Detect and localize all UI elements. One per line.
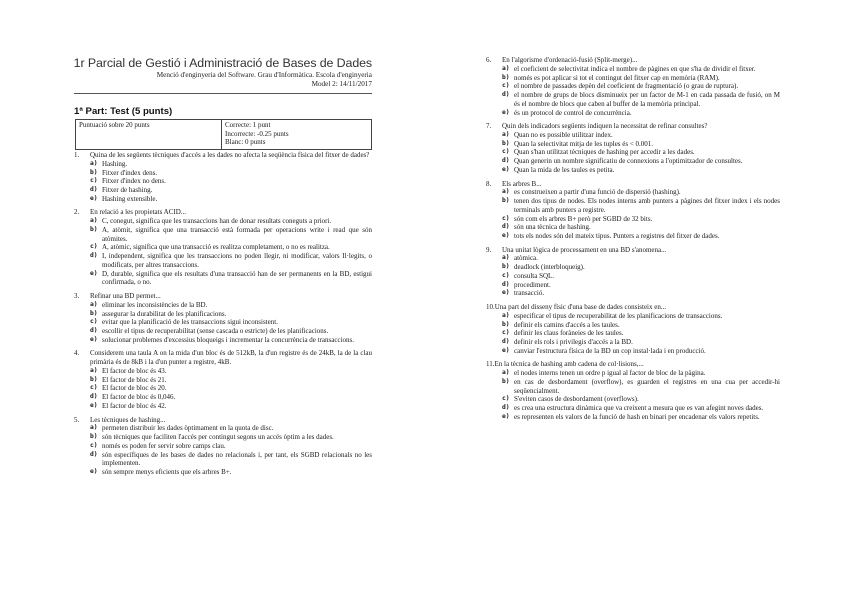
answer-option (74, 468, 372, 477)
question-text (486, 180, 780, 189)
option-letter: d) (502, 404, 510, 412)
question-item (486, 180, 780, 241)
answer-option (486, 74, 780, 83)
option-text: Hashing extensible. (102, 194, 158, 203)
option-letter: b) (502, 377, 510, 385)
answer-option (486, 131, 780, 140)
answer-option (74, 252, 372, 270)
option-text: El factor de bloc és 43. (102, 366, 167, 375)
question-text (486, 246, 780, 255)
option-letter: e) (90, 194, 98, 202)
question-list-left (74, 151, 372, 482)
scoring-incorrect: Incorrecte: -0.25 punts (225, 129, 289, 138)
question-stem: En relació a les propietats ACID... (90, 208, 187, 217)
option-letter: e) (90, 269, 98, 277)
option-text: A, atòmit, significa que una transacció està formada per operacions write i read que són atòmites. (102, 225, 372, 243)
option-letter: c) (90, 177, 98, 185)
option-letter: d) (90, 393, 98, 401)
option-text: atòmica. (514, 254, 538, 263)
answer-option (486, 272, 780, 281)
answer-option (486, 281, 780, 290)
question-stem: Els arbres B... (502, 179, 542, 188)
option-letter: c) (502, 329, 510, 337)
option-letter: b) (90, 168, 98, 176)
option-text: el nodes interns tenen un ordre p igual al factor de bloc de la pàgina. (514, 369, 706, 378)
option-letter: d) (90, 186, 98, 193)
answer-option (74, 270, 372, 288)
option-text: el coeficient de selectivitat indica el nombre de pàgines en que s'ha de dividir el fitxer. (514, 64, 756, 73)
answer-option (486, 338, 780, 347)
option-letter: a) (90, 159, 98, 167)
option-letter: d) (502, 280, 510, 288)
option-text: evitar que la planificació de les transaccions sigui inconsistent. (102, 318, 278, 327)
header-divider (74, 93, 372, 94)
option-letter: c) (502, 148, 510, 156)
answer-option (486, 321, 780, 330)
option-letter: e) (502, 108, 510, 116)
option-text: El factor de bloc és 20. (102, 384, 167, 393)
section-title: 1ª Part: Test (5 punts) (74, 106, 173, 117)
question-text (486, 360, 780, 369)
option-text: són una tècnica de hashing. (514, 223, 591, 232)
question-text (486, 122, 780, 131)
option-letter: b) (502, 263, 510, 271)
answer-option (74, 301, 372, 310)
answer-option (486, 157, 780, 166)
option-text: especificar el tipus de recuperabilitat de les planificacions de transaccions. (514, 311, 723, 320)
option-text: eliminar les inconsistències de la BD. (102, 300, 208, 309)
option-text: transacció. (514, 289, 545, 298)
option-letter: d) (90, 252, 98, 260)
option-text: Quan no es possible utilitzar index. (514, 130, 613, 139)
question-text (74, 151, 372, 160)
option-letter: e) (502, 346, 510, 354)
option-text: només es pot aplicar si tot el contingut del fitxer cap en memòria (RAM). (514, 73, 720, 82)
answer-option (74, 376, 372, 385)
option-letter: a) (502, 369, 510, 377)
answer-option (486, 289, 780, 298)
answer-option (486, 65, 780, 74)
answer-option (486, 215, 780, 224)
answer-option (74, 451, 372, 469)
answer-option (74, 226, 372, 244)
answer-option (74, 327, 372, 336)
answer-option (74, 424, 372, 433)
option-letter: a) (502, 64, 510, 72)
option-letter: d) (502, 223, 510, 231)
scoring-rules (222, 120, 372, 150)
option-text: es crea una estructura dinàmica que va creixent a mesura que es van afegint noves dades. (514, 404, 764, 413)
answer-option (486, 148, 780, 157)
option-text: procediment. (514, 280, 551, 289)
answer-option (74, 169, 372, 178)
option-letter: c) (90, 384, 98, 392)
option-letter: e) (90, 401, 98, 409)
option-letter: e) (502, 165, 510, 173)
option-text: D, durable, significa que els resultats d'una transacció han de ser permanents en la BD, estigui confirmada, o no. (102, 269, 372, 287)
answer-option (74, 442, 372, 451)
answer-option (486, 413, 780, 422)
option-letter: b) (90, 309, 98, 317)
option-text: són com els arbres B+ però per SGBD de 32 bits. (514, 214, 653, 223)
answer-option (74, 384, 372, 393)
option-text: A, atòmic, significa que una transacció es realitza completament, o no es realitza. (102, 243, 330, 252)
question-item (486, 360, 780, 421)
question-text (74, 208, 372, 217)
answer-option (486, 232, 780, 241)
option-text: definir els camins d'accés a les taules. (514, 320, 620, 329)
answer-option (74, 402, 372, 411)
option-text: en cas de desbordament (overflow), es guarden el registres en una cua per accedir-hi seqüencialment. (514, 377, 780, 395)
option-text: són sempre menys eficients que els arbres B+. (102, 468, 232, 477)
question-number: 5. (74, 415, 80, 424)
question-item (486, 56, 780, 117)
question-item (74, 349, 372, 410)
answer-option (74, 160, 372, 169)
scoring-total: Puntuació sobre 20 punts (76, 120, 222, 150)
option-letter: d) (502, 91, 510, 98)
answer-option (74, 217, 372, 226)
option-text: Fitxer d'index no dens. (102, 177, 166, 186)
answer-option (74, 177, 372, 186)
option-letter: a) (90, 366, 98, 374)
exam-model-date: Model 2: 14/11/2017 (311, 80, 372, 88)
answer-option (74, 186, 372, 195)
option-text: canviar l'estructura física de la BD un cop instal·lada i en producció. (514, 346, 706, 355)
option-text: Quan s'han utilitzat tècniques de hashing per accedir a les dades. (514, 148, 695, 157)
answer-option (486, 223, 780, 232)
option-text: són específiques de les bases de dades no relacionals i, per tant, els SGBD relacionals no les implementen. (102, 450, 372, 468)
option-letter: e) (90, 335, 98, 343)
question-item (486, 246, 780, 299)
answer-option (486, 82, 780, 91)
answer-option (486, 91, 780, 109)
scoring-blank: Blanc: 0 punts (225, 138, 266, 147)
question-text (74, 416, 372, 425)
answer-option (74, 433, 372, 442)
option-letter: b) (90, 375, 98, 383)
option-letter: c) (90, 441, 98, 449)
option-letter: c) (90, 243, 98, 251)
option-text: el nombre de passades depèn del coeficient de fragmentació (o grau de ruptura). (514, 82, 739, 91)
answer-option (74, 318, 372, 327)
option-letter: c) (502, 214, 510, 222)
option-text: tots els nodes són del mateix tipus. Punters a registres del fitxer de dades. (514, 232, 720, 241)
option-letter: d) (90, 327, 98, 335)
option-text: el nombre de grups de blocs disminueix per un factor de M-1 en cada passada de fusió, on M és el nombre de blocs que caben al buffer de la memòria principal. (514, 91, 780, 108)
option-text: es construeixen a partir d'una funció de dispersió (hashing). (514, 188, 681, 197)
exam-subtitle: Menció d'enginyeria del Software. Grau d'Informàtica. Escola d'enginyeria (156, 71, 372, 79)
option-text: tenen dos tipus de nodes. Els nodes interns amb punters a pàgines del fitxer index i els nodes terminals amb punters a registre. (514, 197, 780, 214)
question-number: 7. (486, 122, 492, 131)
answer-option (74, 310, 372, 319)
answer-option (486, 263, 780, 272)
option-text: Quan la mida de les taules es petita. (514, 165, 615, 174)
answer-option (486, 312, 780, 321)
option-text: assegurar la durabilitat de les planificacions. (102, 309, 227, 318)
option-text: definir els rols i privilegis d'accés a la BD. (514, 338, 633, 347)
answer-option (486, 404, 780, 413)
option-letter: e) (90, 468, 98, 476)
answer-option (74, 336, 372, 345)
question-stem: Considerem una taula A on la mida d'un bloc és de 512kB, la d'un registre és de 24kB, la de la clau primària és de 8kB i la d'un punter a registre, 4kB. (90, 349, 372, 367)
option-text: Quan generin un nombre significatiu de connexions a l'optimitzador de consultes. (514, 157, 743, 166)
option-text: C, conegut, significa que les transaccions han de donar resultats coneguts a priori. (102, 217, 332, 226)
answer-option (486, 329, 780, 338)
option-text: permeten distribuir les dades òptimament en la quota de disc. (102, 424, 274, 433)
question-stem: Quina de les següents tècniques d'accés a les dades no afecta la seqüència física del fitxer de dades? (90, 151, 370, 159)
option-letter: a) (502, 254, 510, 262)
option-text: Fitxer de hashing. (102, 186, 153, 194)
question-number: 1. (74, 151, 80, 159)
option-text: solucionar problemes d'excessius bloqueigs i incrementar la concurrència de transaccions. (102, 335, 355, 344)
option-letter: a) (502, 130, 510, 138)
option-letter: a) (502, 188, 510, 196)
option-letter: a) (502, 311, 510, 319)
answer-option (74, 367, 372, 376)
option-letter: e) (502, 289, 510, 297)
question-number: 6. (486, 56, 492, 64)
option-text: escollir el tipus de recuperabilitat (sense cascada o estricte) de les planificacions. (102, 327, 329, 336)
answer-option (486, 140, 780, 149)
option-letter: c) (502, 82, 510, 90)
option-letter: d) (502, 338, 510, 346)
option-letter: e) (502, 412, 510, 420)
answer-option (74, 195, 372, 204)
answer-option (74, 243, 372, 252)
question-stem: Una part del disseny físic d'una base de dades consisteix en... (494, 303, 667, 312)
option-letter: a) (90, 424, 98, 432)
option-letter: a) (90, 217, 98, 225)
option-letter: c) (90, 318, 98, 326)
option-text: Hashing. (102, 159, 128, 168)
option-letter: c) (502, 271, 510, 279)
question-item (74, 208, 372, 287)
question-text (74, 292, 372, 301)
question-number: 8. (486, 179, 492, 188)
answer-option (486, 109, 780, 118)
question-stem: Una unitat lògica de processament en una BD s'anomena... (502, 245, 667, 254)
question-stem: En la tècnica de hashing amb cadena de col·lisions,... (494, 360, 644, 369)
option-text: és un protocol de control de concurrència. (514, 108, 632, 117)
question-item (486, 122, 780, 175)
scoring-correct: Correcte: 1 punt (225, 121, 271, 129)
question-number: 2. (74, 208, 80, 217)
question-list-right (486, 56, 780, 427)
answer-option (486, 188, 780, 197)
option-letter: d) (502, 157, 510, 165)
question-item (74, 292, 372, 345)
option-letter: c) (502, 395, 510, 403)
answer-option (486, 347, 780, 356)
question-text (74, 349, 372, 367)
option-letter: b) (502, 197, 510, 205)
exam-title: 1r Parcial de Gestió i Administració de Bases de Dades (73, 56, 372, 70)
option-text: són tècniques que faciliten l'accés per contingut segons un accés òptim a les dades. (102, 433, 334, 442)
answer-option (486, 197, 780, 215)
option-letter: b) (502, 139, 510, 147)
option-letter: b) (90, 225, 98, 233)
option-letter: a) (90, 300, 98, 308)
scoring-table (75, 119, 372, 150)
question-stem: Les tècniques de hashing... (90, 415, 166, 424)
option-text: S'eviten casos de desbordament (overflows). (514, 395, 639, 404)
answer-option (486, 395, 780, 404)
option-letter: b) (90, 433, 98, 441)
option-text: definir les claus foràneies de les taules. (514, 329, 624, 338)
question-item (486, 303, 780, 356)
option-text: Fitxer d'index dens. (102, 168, 158, 177)
option-letter: b) (502, 320, 510, 328)
option-text: Quan la selectivitat mitja de les tuples és < 0.001. (514, 139, 654, 148)
question-stem: En l'algorisme d'ordenació-fusió (Split-merge)... (502, 56, 638, 64)
option-text: El factor de bloc és 0,046. (102, 393, 176, 402)
question-number: 9. (486, 245, 492, 254)
question-number: 11. (486, 360, 495, 369)
option-text: es representen els valors de la funció de hash en binari per encadenar els valors repetits. (514, 412, 760, 421)
option-text: El factor de bloc és 42. (102, 401, 167, 410)
question-stem: Refinar una BD permet... (90, 292, 161, 301)
question-text (486, 303, 780, 312)
option-text: només es poden fer servir sobre camps clau. (102, 441, 226, 450)
option-text: El factor de bloc és 21. (102, 375, 167, 384)
answer-option (486, 254, 780, 263)
question-item (74, 416, 372, 477)
answer-option (486, 369, 780, 378)
option-letter: d) (90, 450, 98, 458)
option-text: deadlock (interbloqueig). (514, 263, 585, 272)
option-letter: e) (502, 232, 510, 240)
answer-option (74, 393, 372, 402)
option-text: consulta SQL. (514, 271, 555, 280)
option-letter: b) (502, 73, 510, 81)
question-number: 4. (74, 349, 80, 358)
answer-option (486, 166, 780, 175)
question-stem: Quin dels indicadors següents indiquen la necessitat de refinar consultes? (502, 122, 708, 131)
answer-option (486, 378, 780, 396)
option-text: I, independent, significa que les transaccions no poden llegir, ni modificar, valors Il·legits, o modificats, per altres transaccions. (102, 252, 372, 269)
question-number: 10. (486, 303, 495, 312)
question-text (486, 56, 780, 65)
question-item (74, 151, 372, 204)
question-number: 3. (74, 292, 80, 301)
